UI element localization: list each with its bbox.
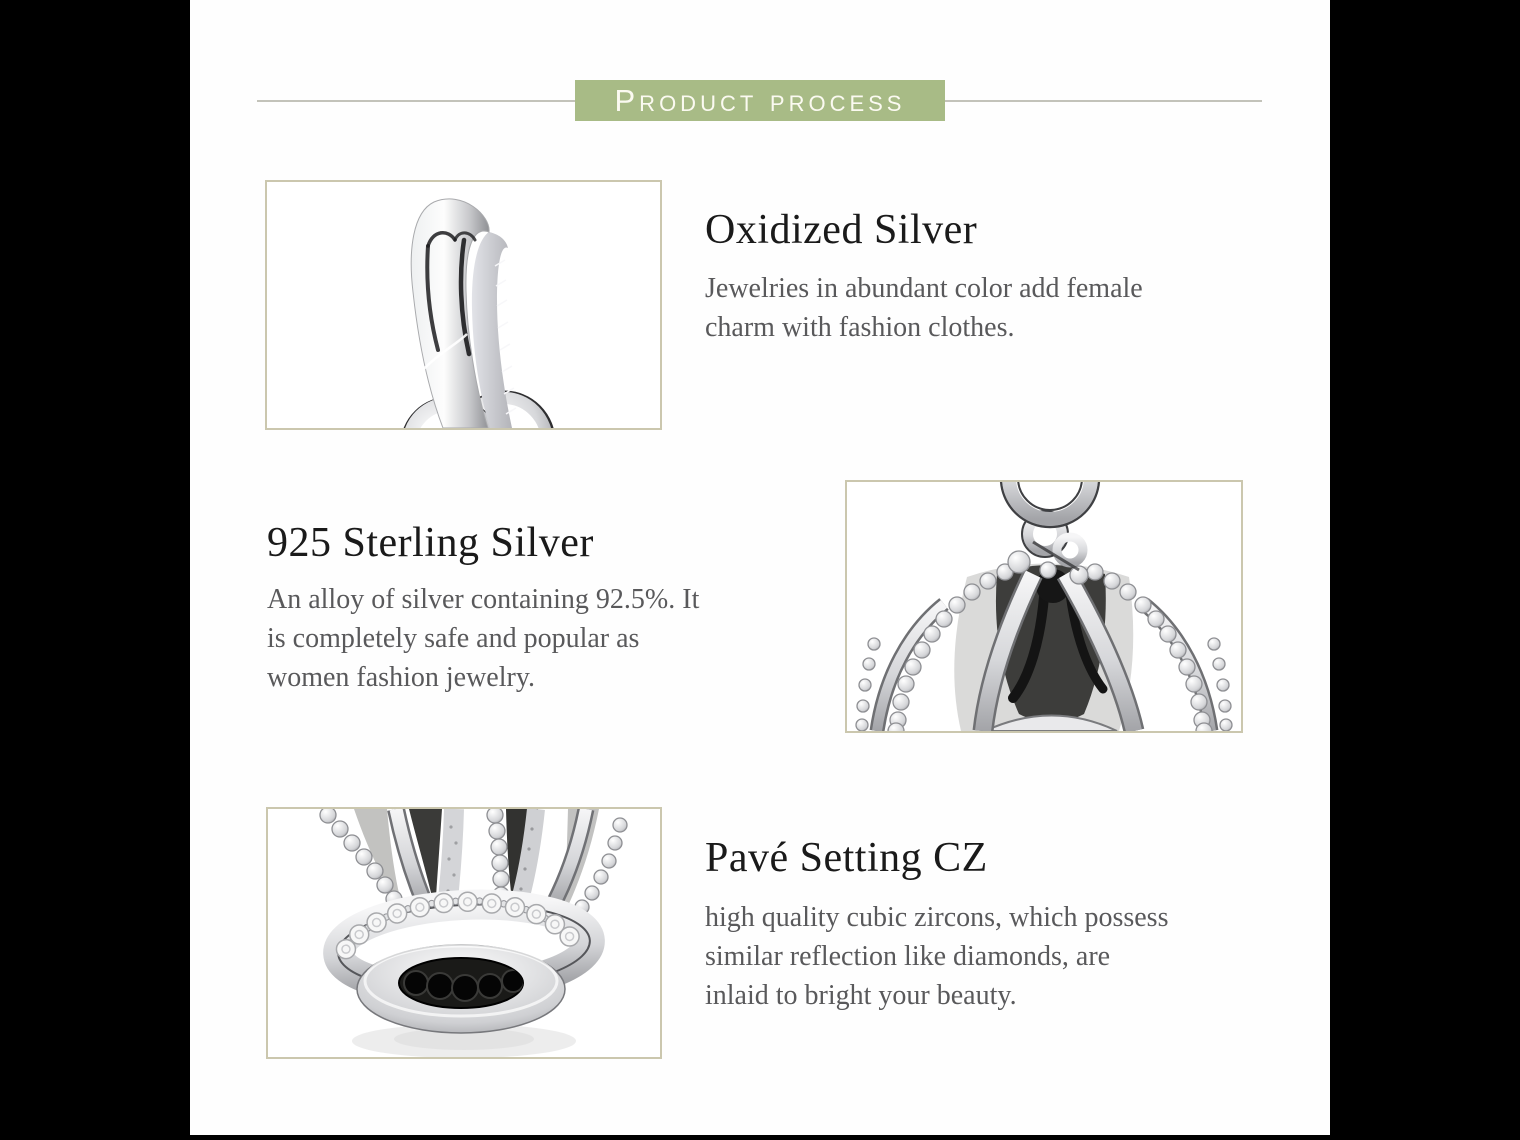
section-body-pave-setting: high quality cubic zircons, which possess similar reflection like diamonds, are inlaid to bright your beauty. (705, 902, 1169, 1011)
left-letterbox-bar (0, 0, 190, 1140)
header-rule-left (257, 100, 575, 102)
bottom-letterbox-bar (0, 1135, 1520, 1140)
pendant-bail-image (267, 182, 660, 428)
section-heading-sterling-silver: 925 Sterling Silver (267, 520, 594, 566)
header-rule-right (945, 100, 1262, 102)
right-letterbox-bar (1330, 0, 1520, 1140)
section-heading-pave-setting: Pavé Setting CZ (705, 835, 988, 881)
section-header-banner (575, 80, 945, 121)
crown-base-photo (266, 807, 662, 1059)
crown-base-image (268, 809, 660, 1057)
crown-top-image (847, 482, 1241, 731)
section-header-title: Product process (614, 83, 906, 118)
section-heading-oxidized-silver: Oxidized Silver (705, 207, 978, 253)
section-body-sterling-silver: An alloy of silver containing 92.5%. It is completely safe and popular as women fashion jewelry. (267, 584, 700, 693)
section-body-oxidized-silver: Jewelries in abundant color add female charm with fashion clothes. (705, 273, 1143, 343)
pendant-bail-photo (265, 180, 662, 430)
crown-top-photo (845, 480, 1243, 733)
